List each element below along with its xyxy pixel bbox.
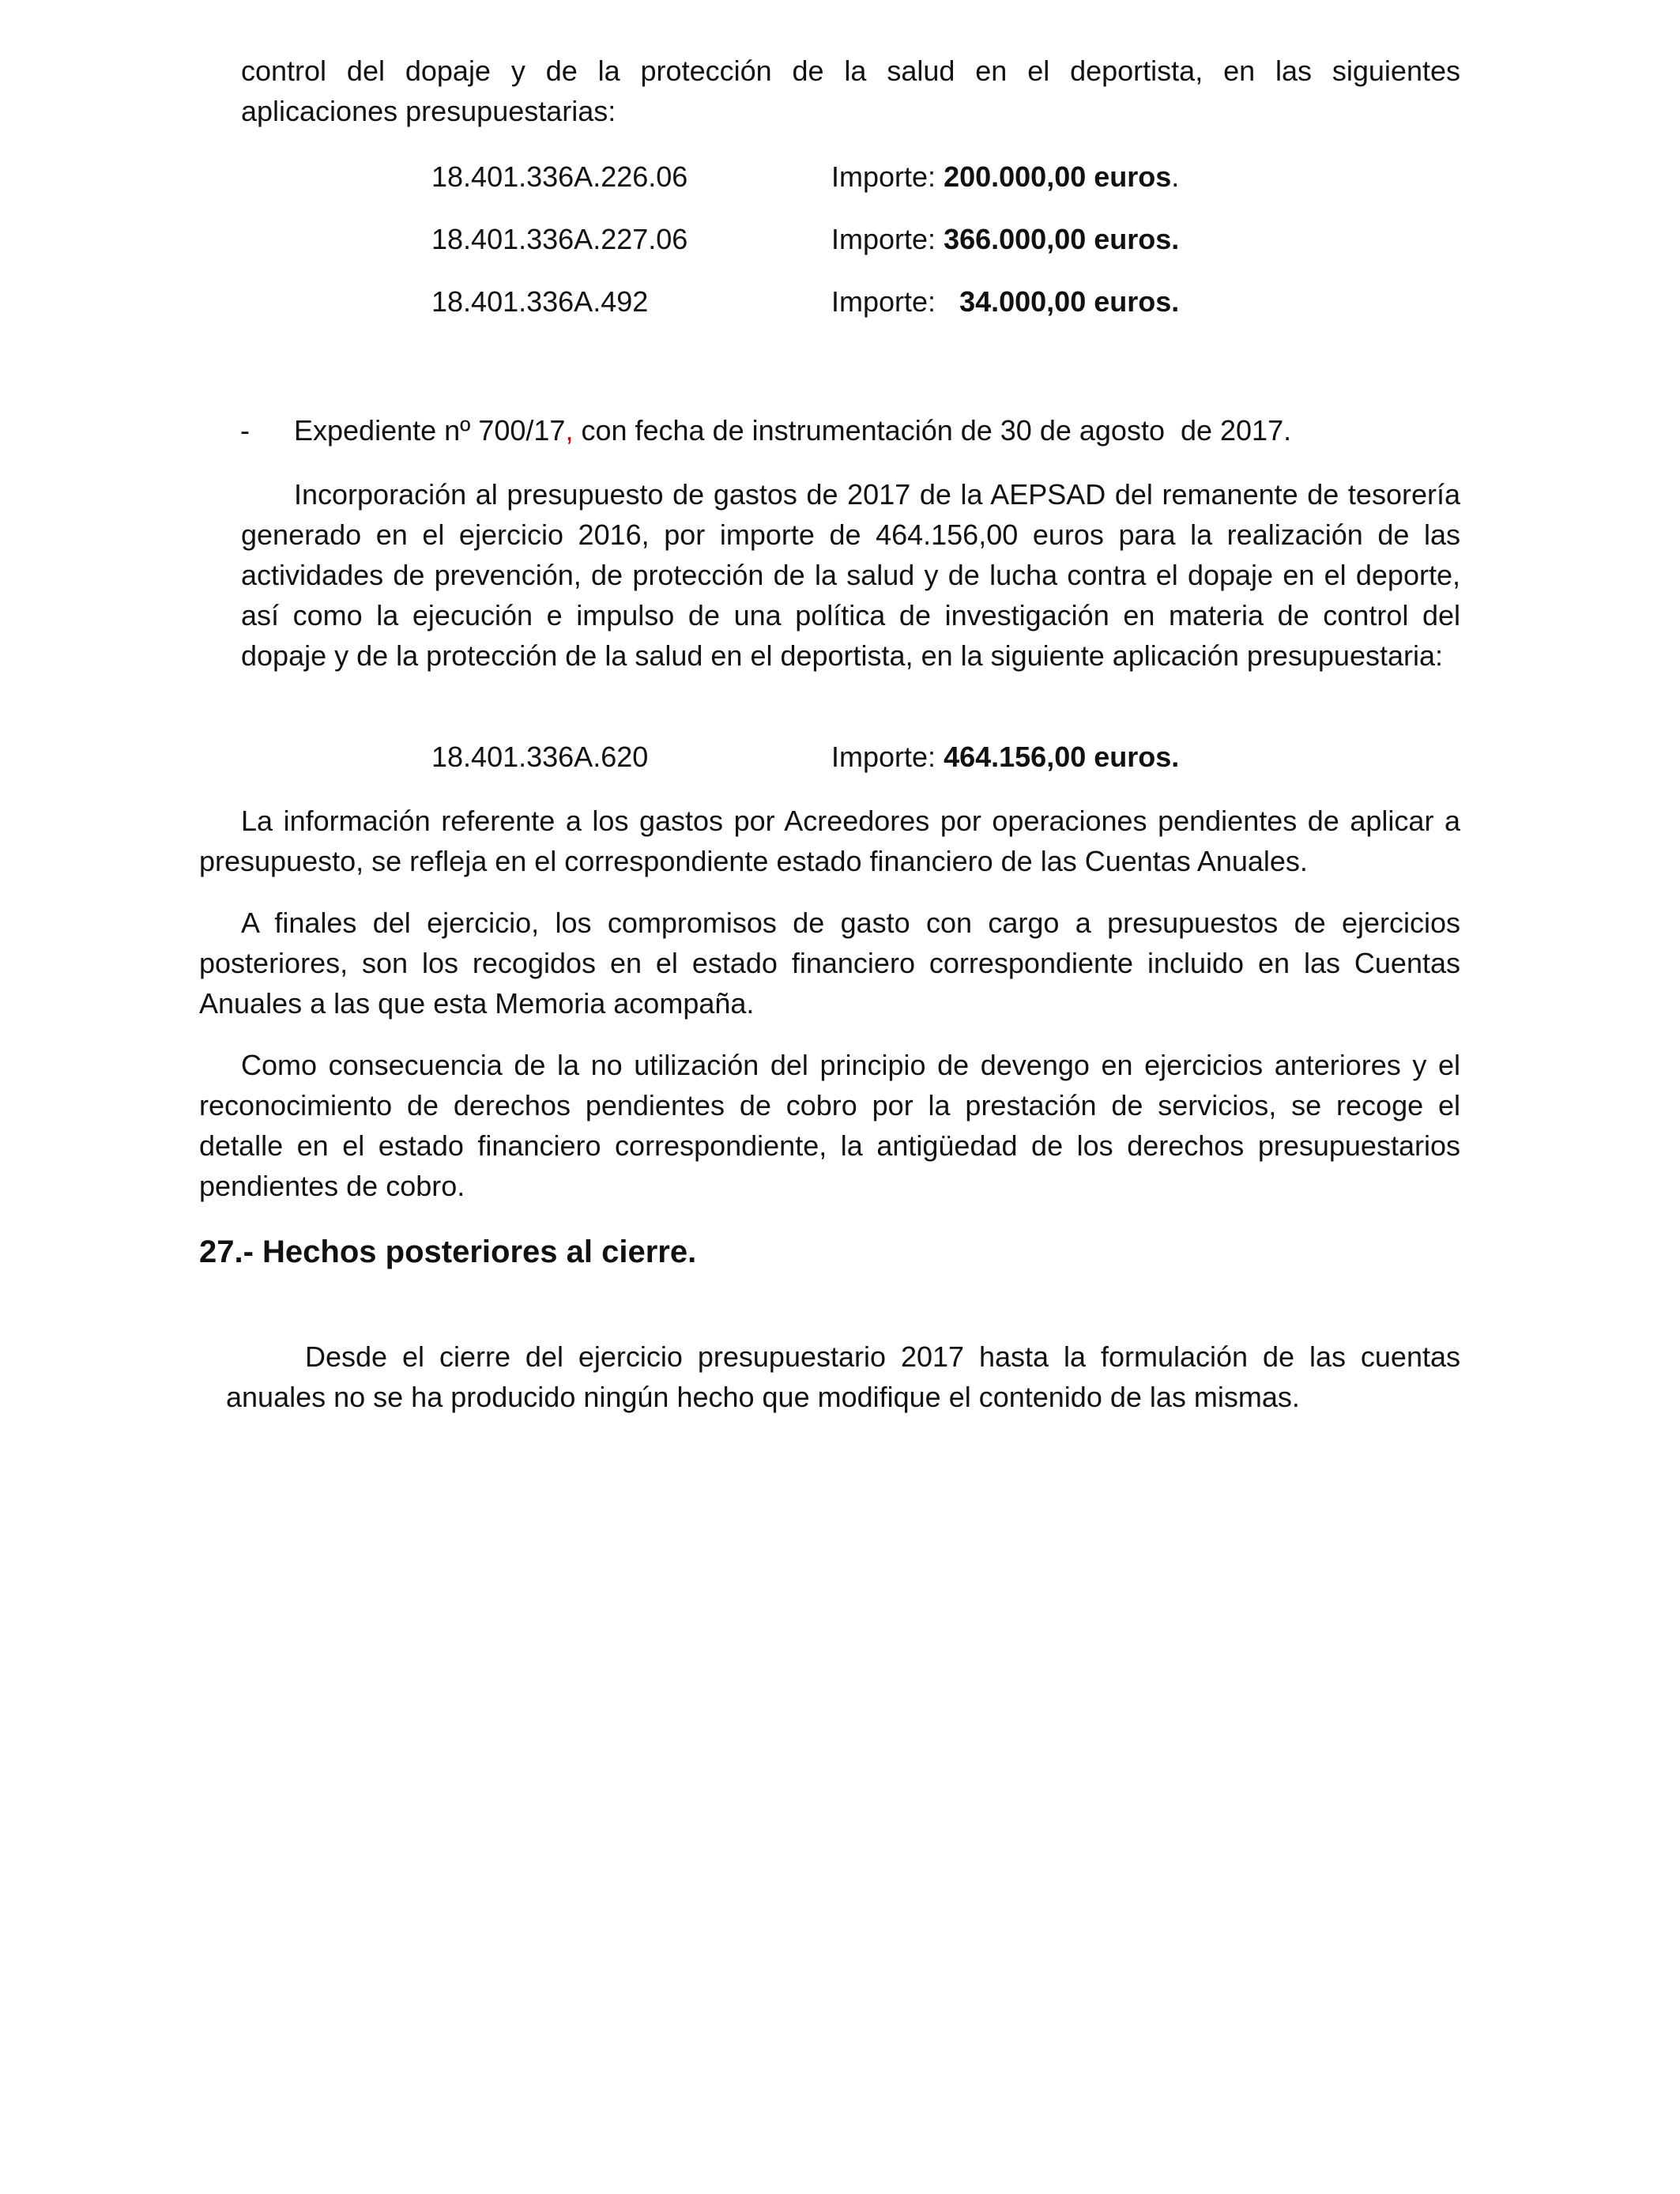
- budget-amount: [831, 737, 1179, 777]
- amount-value: 366.000,00 euros.: [944, 223, 1180, 255]
- paragraph-devengo: Como consecuencia de la no utilización del principio de devengo en ejercicios anteriores y el reconocimiento de derechos pendientes de cobro por la prestación de servicios, se recoge el detalle en el estado financiero correspondiente, la antigüedad de los derechos presupuestarios pendientes de cobro.: [199, 1049, 1460, 1202]
- budget-code: 18.401.336A.492: [431, 285, 649, 318]
- budget-code: 18.401.336A.227.06: [431, 223, 688, 255]
- section-heading: 27.- Hechos posteriores al cierre.: [199, 1235, 697, 1269]
- amount-suffix: .: [1171, 160, 1180, 193]
- paragraph-acreedores: La información referente a los gastos por Acreedores por operaciones pendientes de aplicar a presupuesto, se refleja en el correspondiente estado financiero de las Cuentas Anuales.: [199, 805, 1460, 877]
- paragraph-compromisos: A finales del ejercicio, los compromisos de gasto con cargo a presupuestos de ejercicios posteriores, son los recogidos en el estado financiero correspondiente incluido en las Cuentas Anuales a las que esta Memoria acompaña.: [199, 907, 1460, 1020]
- amount-label: Importe:: [831, 223, 944, 255]
- expediente-rest: con fecha de instrumentación de 30 de agosto de 2017.: [573, 414, 1292, 447]
- paragraph-top-line2: aplicaciones presupuestarias:: [241, 95, 616, 127]
- budget-amount: [831, 281, 1179, 322]
- amount-value: 34.000,00 euros.: [959, 285, 1180, 318]
- expediente-comma: ,: [565, 414, 574, 447]
- paragraph-hechos: Desde el cierre del ejercicio presupuestario 2017 hasta la formulación de las cuentas anuales no se ha producido ningún hecho que modifique el contenido de las mismas.: [226, 1340, 1460, 1413]
- expediente-line: [294, 410, 1291, 450]
- budget-code: 18.401.336A.620: [431, 741, 649, 773]
- amount-value: 200.000,00 euros: [944, 160, 1172, 193]
- amount-value: 464.156,00 euros.: [944, 741, 1180, 773]
- paragraph-top-line1: control del dopaje y de la protección de la salud en el deportista, en las siguientes: [241, 55, 1460, 87]
- paragraph-incorporacion: Incorporación al presupuesto de gastos de 2017 de la AEPSAD del remanente de tesorería generado en el ejercicio 2016, por importe de 464.156,00 euros para la realización de las actividades de prevención, de protección de la salud y de lucha contra el dopaje en el deporte, así como la ejecución e impulso de una política de investigación en materia de control del dopaje y de la protección de la salud en el deportista, en la siguiente aplicación presupuestaria:: [241, 478, 1460, 672]
- amount-label: Importe:: [831, 285, 960, 318]
- amount-label: Importe:: [831, 741, 944, 773]
- budget-code: 18.401.336A.226.06: [431, 160, 688, 193]
- amount-label: Importe:: [831, 160, 944, 193]
- budget-amount: [831, 156, 1179, 197]
- budget-amount: [831, 219, 1179, 259]
- expediente-prefix: Expediente nº 700/17: [294, 414, 566, 447]
- list-dash: -: [240, 414, 250, 447]
